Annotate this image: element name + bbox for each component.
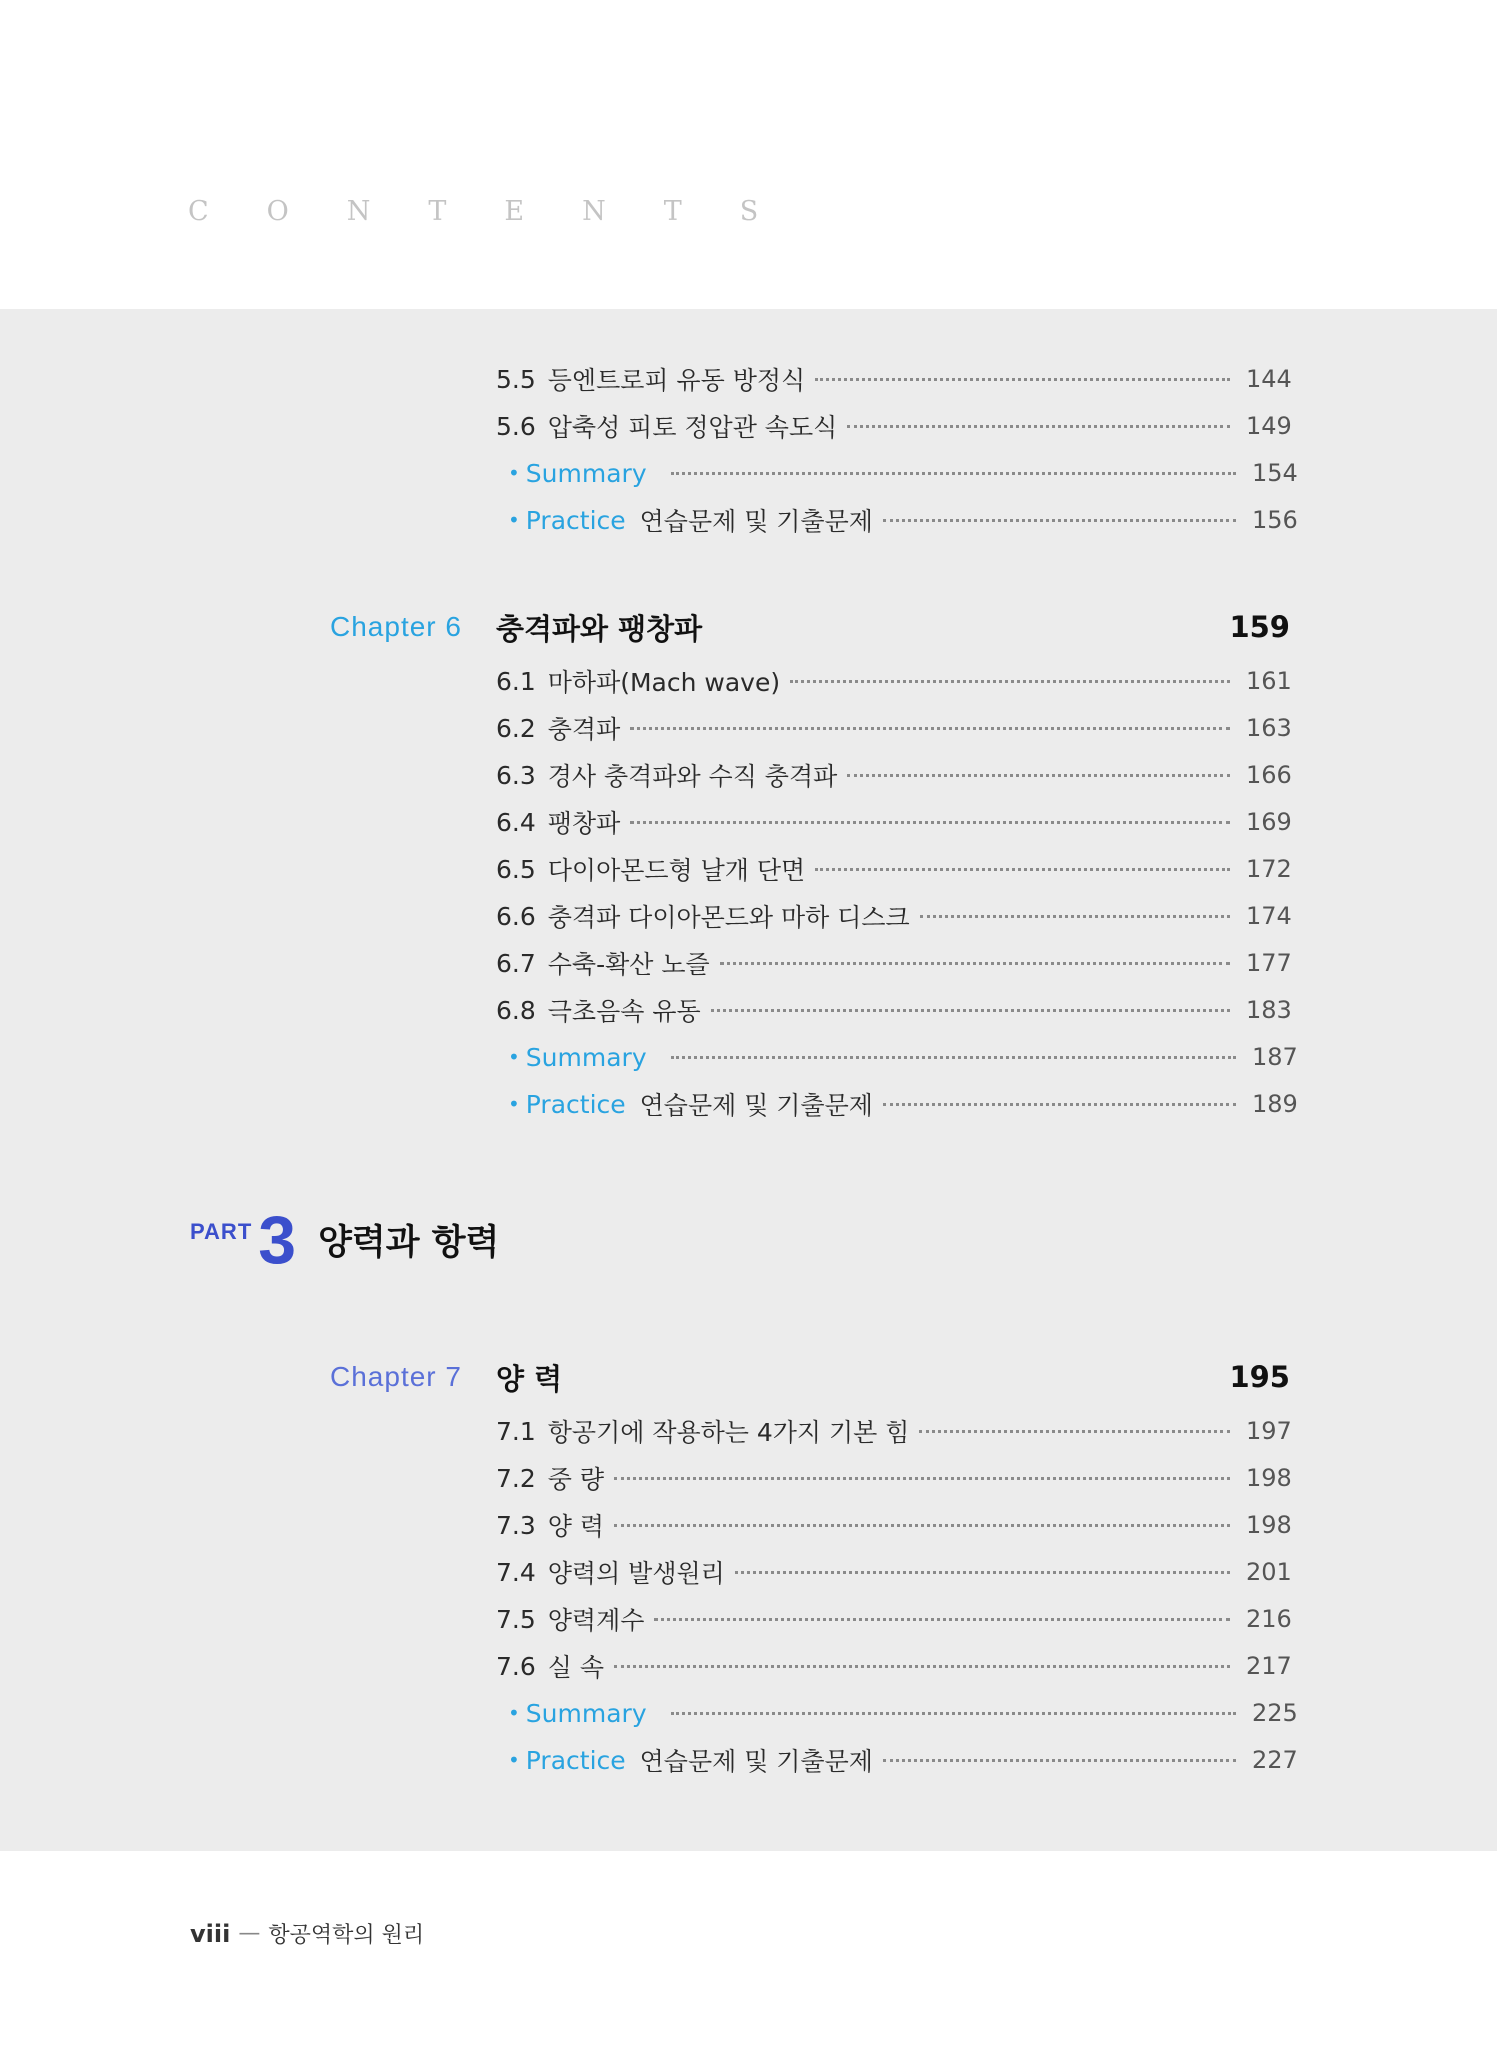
toc-entry[interactable]: [496, 711, 1290, 745]
page-number: 154: [1252, 459, 1298, 487]
section-number: 7.5: [496, 1604, 536, 1634]
dot-leader: [847, 425, 1230, 428]
chapter-page-number: 195: [1229, 1360, 1290, 1394]
toc-entry[interactable]: [496, 1508, 1290, 1542]
chapter-label: Chapter 6: [330, 611, 462, 642]
section-number: 6.5: [496, 854, 536, 884]
page-number: 174: [1246, 902, 1292, 930]
dot-leader: [711, 1009, 1230, 1012]
dot-leader: [654, 1618, 1230, 1621]
page-number: 227: [1252, 1746, 1298, 1774]
section-title: 경사 충격파와 수직 충격파: [547, 762, 838, 791]
part-heading[interactable]: [190, 1202, 500, 1278]
toc-practice-entry[interactable]: [502, 503, 1296, 537]
section-title: 충격파: [547, 715, 621, 744]
section-title: 연습문제 및 기출문제: [639, 1747, 873, 1776]
dot-leader: [671, 472, 1236, 475]
bullet-icon: •: [508, 1701, 520, 1725]
part-number: 3: [258, 1202, 297, 1278]
page-number: 197: [1246, 1417, 1292, 1445]
section-title: 마하파(Mach wave): [547, 668, 781, 697]
section-number: 6.6: [496, 901, 536, 931]
section-number: 5.6: [496, 411, 536, 441]
chapter-heading[interactable]: [330, 1357, 1290, 1397]
toc-entry[interactable]: [496, 946, 1290, 980]
toc-practice-entry[interactable]: [502, 1743, 1296, 1777]
section-title: 충격파 다이아몬드와 마하 디스크: [547, 903, 910, 932]
section-title: 팽창파: [547, 809, 621, 838]
footer-separator: —: [238, 1921, 261, 1946]
page-number: 189: [1252, 1090, 1298, 1118]
section-number: 6.7: [496, 948, 536, 978]
dot-leader: [614, 1524, 1230, 1527]
contents-heading: CONTENTS: [188, 196, 817, 227]
page-number: 177: [1246, 949, 1292, 977]
page-number: 169: [1246, 808, 1292, 836]
section-number: 6.3: [496, 760, 536, 790]
practice-label: Practice: [525, 1745, 626, 1775]
page-number: 225: [1252, 1699, 1298, 1727]
page-number: 198: [1246, 1464, 1292, 1492]
dot-leader: [790, 680, 1230, 683]
page-number: 156: [1252, 506, 1298, 534]
folio-number: viii: [190, 1919, 231, 1948]
part-word: PART: [190, 1219, 253, 1244]
dot-leader: [883, 519, 1236, 522]
practice-label: Practice: [525, 505, 626, 535]
book-title: 항공역학의 원리: [268, 1923, 425, 1948]
section-number: 6.4: [496, 807, 536, 837]
section-title: 연습문제 및 기출문제: [639, 507, 873, 536]
section-number: 6.8: [496, 995, 536, 1025]
toc-entry[interactable]: [496, 362, 1290, 396]
page-number: 172: [1246, 855, 1292, 883]
dot-leader: [919, 1430, 1230, 1433]
bullet-icon: •: [508, 1045, 520, 1069]
dot-leader: [614, 1477, 1230, 1480]
dot-leader: [671, 1712, 1236, 1715]
toc-entry[interactable]: [496, 899, 1290, 933]
dot-leader: [630, 821, 1230, 824]
toc-entry[interactable]: [496, 664, 1290, 698]
section-title: 다이아몬드형 날개 단면: [547, 856, 806, 885]
chapter-title: 양 력: [496, 1361, 563, 1396]
section-number: 7.6: [496, 1651, 536, 1681]
toc-entry[interactable]: [496, 1461, 1290, 1495]
page-number: 149: [1246, 412, 1292, 440]
dot-leader: [920, 915, 1230, 918]
section-number: 7.1: [496, 1416, 536, 1446]
section-number: 7.3: [496, 1510, 536, 1540]
bullet-icon: •: [508, 1092, 520, 1116]
dot-leader: [614, 1665, 1230, 1668]
dot-leader: [720, 962, 1230, 965]
toc-summary-entry[interactable]: [502, 456, 1296, 490]
page-number: 217: [1246, 1652, 1292, 1680]
page-number: 216: [1246, 1605, 1292, 1633]
chapter-label: Chapter 7: [330, 1361, 462, 1392]
dot-leader: [630, 727, 1230, 730]
toc-entry[interactable]: [496, 1555, 1290, 1589]
section-number: 7.4: [496, 1557, 536, 1587]
section-title: 등엔트로피 유동 방정식: [547, 366, 806, 395]
toc-entry[interactable]: [496, 852, 1290, 886]
dot-leader: [815, 378, 1230, 381]
section-title: 항공기에 작용하는 4가지 기본 힘: [547, 1418, 910, 1447]
toc-entry[interactable]: [496, 993, 1290, 1027]
toc-summary-entry[interactable]: [502, 1040, 1296, 1074]
page-footer: [190, 1918, 424, 1949]
page-number: 187: [1252, 1043, 1298, 1071]
chapter-title: 충격파와 팽창파: [496, 611, 703, 646]
part-title: 양력과 항력: [318, 1223, 500, 1263]
toc-summary-entry[interactable]: [502, 1696, 1296, 1730]
toc-entry[interactable]: [496, 1649, 1290, 1683]
section-title: 양력의 발생원리: [547, 1559, 725, 1588]
dot-leader: [883, 1103, 1236, 1106]
page-number: 166: [1246, 761, 1292, 789]
chapter-heading[interactable]: [330, 607, 1290, 647]
dot-leader: [883, 1759, 1236, 1762]
toc-entry[interactable]: [496, 805, 1290, 839]
section-title: 양 력: [547, 1512, 605, 1541]
section-title: 중 량: [547, 1465, 605, 1494]
toc-entry[interactable]: [496, 1602, 1290, 1636]
bullet-icon: •: [508, 461, 520, 485]
chapter-page-number: 159: [1229, 610, 1290, 644]
dot-leader: [815, 868, 1230, 871]
page-number: 183: [1246, 996, 1292, 1024]
section-title: 수축-확산 노즐: [547, 950, 710, 979]
section-number: 6.1: [496, 666, 536, 696]
page-number: 161: [1246, 667, 1292, 695]
toc-entry[interactable]: [496, 758, 1290, 792]
page-number: 201: [1246, 1558, 1292, 1586]
dot-leader: [847, 774, 1230, 777]
practice-label: Practice: [525, 1089, 626, 1119]
section-title: 양력계수: [547, 1606, 645, 1635]
section-title: 실 속: [547, 1653, 605, 1682]
section-number: 6.2: [496, 713, 536, 743]
summary-label: Summary: [525, 1698, 647, 1728]
bullet-icon: •: [508, 508, 520, 532]
toc-entry[interactable]: [496, 1414, 1290, 1448]
dot-leader: [735, 1571, 1230, 1574]
summary-label: Summary: [525, 1042, 647, 1072]
bullet-icon: •: [508, 1748, 520, 1772]
page-number: 198: [1246, 1511, 1292, 1539]
section-title: 압축성 피토 정압관 속도식: [547, 413, 838, 442]
section-number: 5.5: [496, 364, 536, 394]
toc-practice-entry[interactable]: [502, 1087, 1296, 1121]
section-title: 극초음속 유동: [547, 997, 701, 1026]
summary-label: Summary: [525, 458, 647, 488]
dot-leader: [671, 1056, 1236, 1059]
page-number: 144: [1246, 365, 1292, 393]
section-title: 연습문제 및 기출문제: [639, 1091, 873, 1120]
page-number: 163: [1246, 714, 1292, 742]
section-number: 7.2: [496, 1463, 536, 1493]
toc-entry[interactable]: [496, 409, 1290, 443]
